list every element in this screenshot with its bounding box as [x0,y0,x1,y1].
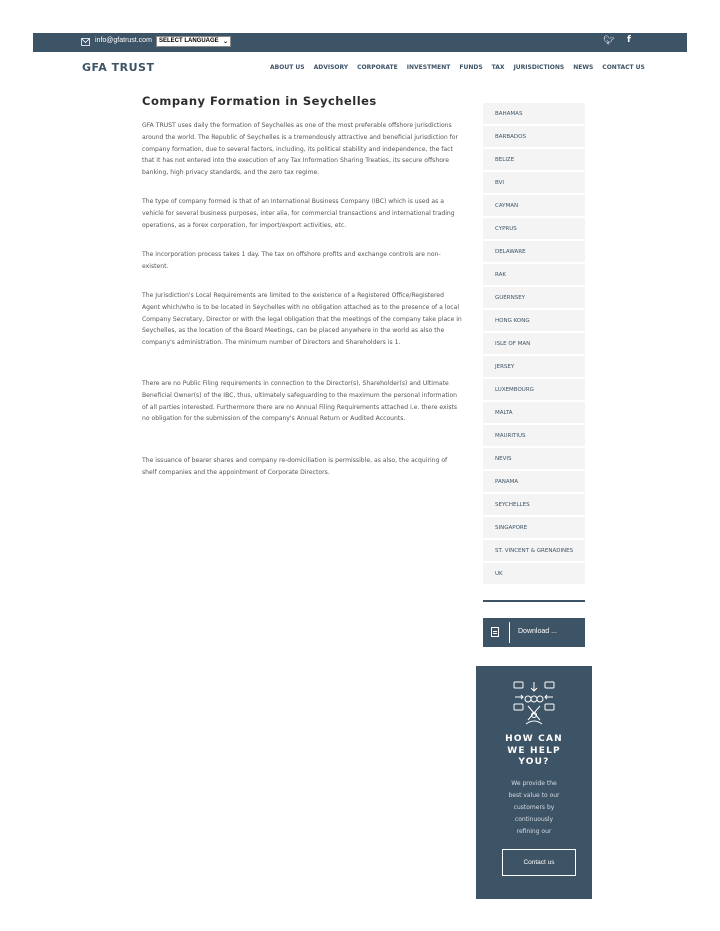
nav-item-contact[interactable]: CONTACT US [602,64,645,71]
download-button[interactable] [483,618,585,647]
jurisdiction-link[interactable]: BELIZE [483,149,585,170]
chevron-down-icon: ⌄ [222,39,228,45]
main-nav [270,64,654,71]
jurisdiction-link[interactable]: JERSEY [483,356,585,377]
top-bar [33,33,687,52]
jurisdiction-link[interactable]: LUXEMBOURG [483,379,585,400]
jurisdiction-link[interactable]: SEYCHELLES [483,494,585,515]
mail-icon [81,38,90,46]
jurisdiction-link[interactable]: ST. VINCENT & GRENADINES [483,540,585,561]
nav-item-news[interactable]: NEWS [573,64,594,71]
twitter-icon[interactable]: 🐦︎ [603,36,615,46]
paragraph-local-requirements: The Jurisdiction's Local Requirements are limited to the existence of a Registered Office/Registered Agent which/who is to be located in Seychelles with no obligation attached as to the presence of a local Company Secretary, Director or with the legal obligation that the meetings of the company take place in Seychelles, as the location of the Board Meetings, can be placed anywhere in the world as also the company's administration. The minimum number of Directors and Shareholders is 1. [142,292,462,347]
contact-us-button[interactable]: Contact us [502,849,576,876]
jurisdiction-link[interactable]: ISLE OF MAN [483,333,585,354]
help-title: HOW CAN WE HELP YOU? [505,734,563,767]
help-text: We provide the best value to our customers by continuously refining our [508,780,560,835]
download-label: Download ... [518,628,557,635]
language-select-value: SELECT LANGUAGE [159,38,219,44]
language-select[interactable] [156,36,231,47]
help-card [476,666,592,899]
nav-item-jurisdictions[interactable]: JURISDICTIONS [513,64,565,71]
jurisdiction-link[interactable]: CAYMAN [483,195,585,216]
jurisdiction-link[interactable]: SINGAPORE [483,517,585,538]
download-separator [509,622,510,643]
nav-item-investment[interactable]: INVESTMENT [406,64,451,71]
jurisdiction-link[interactable]: NEVIS [483,448,585,469]
jurisdiction-link[interactable]: DELAWARE [483,241,585,262]
jurisdiction-link[interactable]: PANAMA [483,471,585,492]
paragraph-company-type: The type of company formed is that of an International Business Company (IBC) which is used as a vehicle for several business purposes, inter alia, for commercial transactions and international trading operations, as a forex corporation, for import/export activities, etc. [142,198,455,229]
nav-item-about[interactable]: ABOUT US [270,64,305,71]
paragraph-bearer-shares: The issuance of bearer shares and company re-domiciliation is permissible, as also, the acquiring of shelf companies and the appointment of Corporate Directors. [142,457,448,476]
nav-item-corporate[interactable]: CORPORATE [357,64,398,71]
jurisdiction-link[interactable]: BVI [483,172,585,193]
nav-item-funds[interactable]: FUNDS [459,64,483,71]
page-title: Company Formation in Seychelles [142,94,377,108]
document-icon [491,627,499,637]
jurisdiction-link[interactable]: MALTA [483,402,585,423]
jurisdiction-link[interactable]: RAK [483,264,585,285]
jurisdiction-link[interactable]: UK [483,563,585,584]
paragraph-public-filing: There are no Public Filing requirements in connection to the Director(s), Shareholder(s) and Ultimate Beneficial Owner(s) of the IBC, thus, ultimately safeguarding to the maximum the personal information of all parties interested. Furthermore there are no Annual Filing Requirements attached i.e. there exists no obligation for the submission of the company's Annual Return or Audited Accounts. [142,380,458,423]
nav-item-advisory[interactable]: ADVISORY [313,64,349,71]
jurisdiction-link[interactable]: BAHAMAS [483,103,585,124]
logo-text: GFA TRUST [82,61,155,74]
network-people-icon [512,680,556,726]
jurisdiction-link[interactable]: HONG KONG [483,310,585,331]
jurisdiction-link[interactable]: GUERNSEY [483,287,585,308]
jurisdiction-list [483,103,585,586]
contact-email-link[interactable]: info@gfatrust.com [95,37,152,44]
paragraph-intro: GFA TRUST uses daily the formation of Seychelles as one of the most preferable offshore jurisdictions around the world. The Republic of Seychelles is a tremendously attractive and beneficial jurisdiction for company formation, due to several factors, including, its political stability and independence, the fact that it has not entered into the execution of any Tax Information Sharing Treaties, its secure offshore banking, high privacy standards, and the zero tax regime. [142,122,459,177]
facebook-icon[interactable]: f [627,35,631,45]
paragraph-incorporation: The incorporation process takes 1 day. The tax on offshore profits and exchange controls are non-existent. [142,251,441,270]
sidebar-divider [483,600,585,602]
site-logo[interactable] [82,61,154,74]
jurisdiction-link[interactable]: BARBADOS [483,126,585,147]
jurisdiction-link[interactable]: MAURITIUS [483,425,585,446]
nav-item-tax[interactable]: TAX [491,64,505,71]
jurisdiction-link[interactable]: CYPRUS [483,218,585,239]
